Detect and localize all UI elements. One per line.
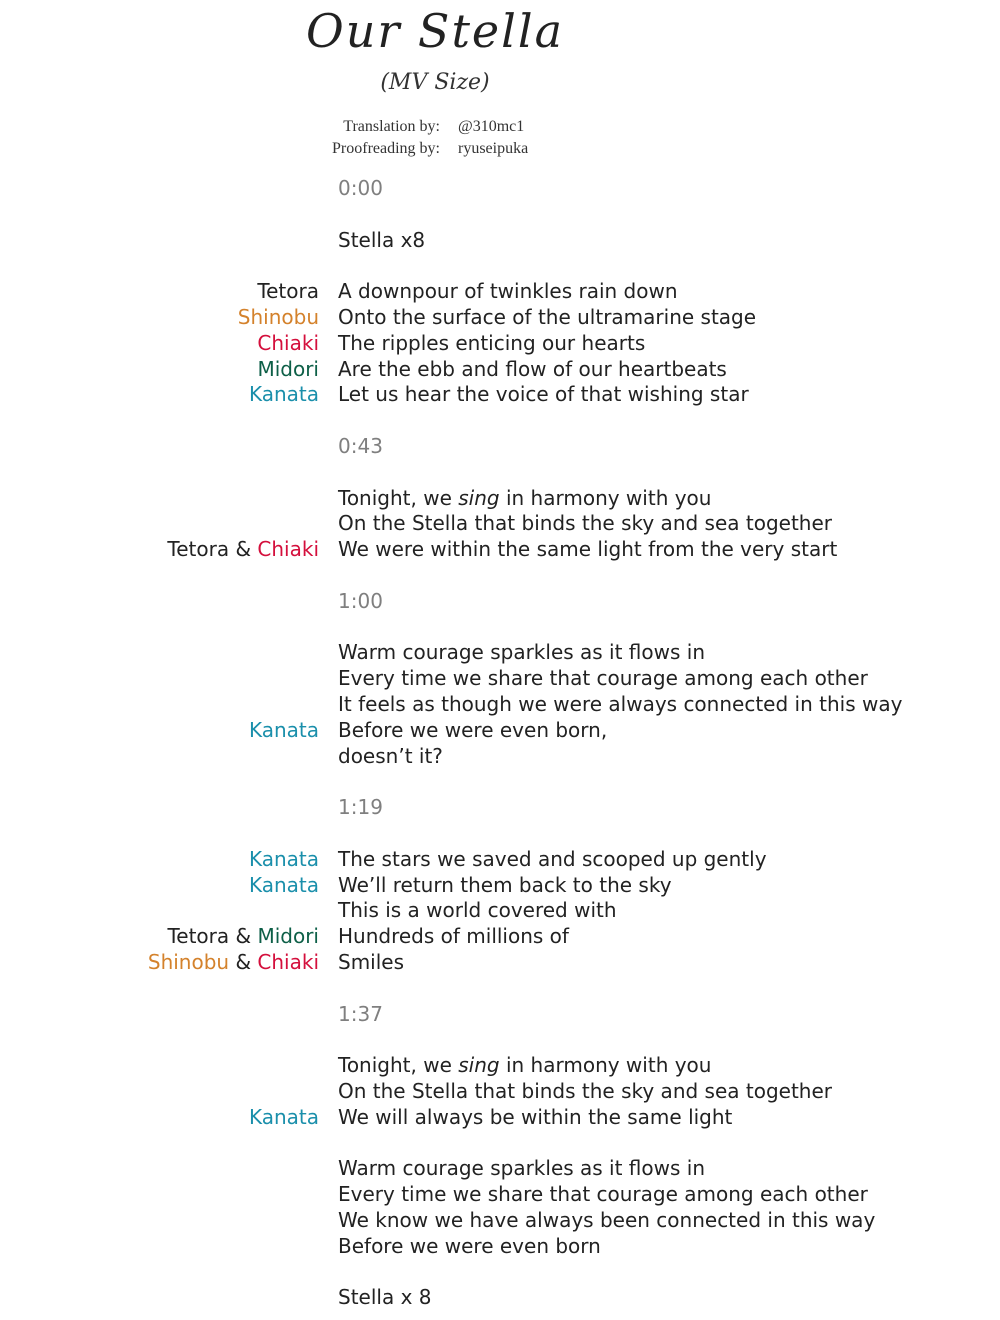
lyric-line: [0, 279, 1000, 305]
lyric-line: [0, 1234, 1000, 1260]
lyric-text: The stars we saved and scooped up gently: [338, 846, 767, 871]
blank-line: [0, 202, 1000, 228]
singer-names: [0, 176, 338, 202]
singer-names: [0, 357, 338, 383]
lyric-line: [0, 486, 1000, 512]
singer-names: [0, 1130, 338, 1156]
credit-label: Proofreading by:: [332, 140, 440, 157]
lyric-line: [0, 382, 1000, 408]
lyric-line: [0, 1285, 1000, 1311]
singer-shinobu: Shinobu: [147, 949, 230, 974]
lyric-line: [0, 924, 1000, 950]
singer-names: [0, 1105, 338, 1131]
singer-names: [0, 331, 338, 357]
singer-kanata: Kanata: [248, 382, 319, 407]
singer-names: [0, 1079, 338, 1105]
lyric-line: [0, 511, 1000, 537]
singer-names: [0, 511, 338, 537]
lyric-line: [0, 1156, 1000, 1182]
singer-names: [0, 305, 338, 331]
singer-names: [0, 976, 338, 1002]
blank-line: [0, 1259, 1000, 1285]
blank-line: [0, 408, 1000, 434]
singer-names: [0, 744, 338, 770]
singer-names: [0, 382, 338, 408]
timestamp-row: [0, 434, 1000, 460]
lyric-line: [0, 1105, 1000, 1131]
lyric-text: Stella x 8: [338, 1285, 432, 1310]
timestamp: 0:43: [338, 433, 383, 458]
lyric-text-part: in harmony with you: [499, 485, 712, 510]
lyric-text: It feels as though we were always connected in this way: [338, 691, 903, 716]
singer-separator: &: [229, 949, 258, 974]
lyric-text: On the Stella that binds the sky and sea together: [338, 1078, 833, 1103]
singer-names: [0, 202, 338, 228]
lyric-emphasis: sing: [458, 485, 500, 510]
lyric-line: [0, 898, 1000, 924]
blank-line: [0, 563, 1000, 589]
credits: [300, 116, 600, 160]
lyric-line: [0, 305, 1000, 331]
lyrics-body: [0, 176, 1000, 1311]
singer-names: [0, 924, 338, 950]
singer-tetora: Tetora: [257, 279, 319, 304]
singer-names: [0, 279, 338, 305]
lyric-line: [0, 950, 1000, 976]
lyric-text: [338, 1053, 1000, 1079]
song-subtitle: (MV Size): [380, 70, 490, 95]
blank-line: [0, 821, 1000, 847]
blank-line: [0, 976, 1000, 1002]
lyric-line: [0, 744, 1000, 770]
lyric-text-part: in harmony with you: [499, 1053, 712, 1078]
singer-names: [0, 1234, 338, 1260]
singer-names: [0, 821, 338, 847]
credit-label: Translation by:: [343, 118, 440, 135]
timestamp: 1:00: [338, 588, 383, 613]
singer-names: [0, 486, 338, 512]
lyric-text: On the Stella that binds the sky and sea together: [338, 511, 833, 536]
timestamp-row: [0, 589, 1000, 615]
lyric-text: Are the ebb and flow of our heartbeats: [338, 356, 727, 381]
blank-line: [0, 253, 1000, 279]
singer-kanata: Kanata: [248, 717, 319, 742]
lyric-text: doesn’t it?: [338, 743, 443, 768]
timestamp-row: [0, 176, 1000, 202]
singer-names: [0, 692, 338, 718]
credit-translation: [300, 116, 600, 138]
lyric-text: We’ll return them back to the sky: [338, 872, 672, 897]
singer-names: [0, 769, 338, 795]
blank-line: [0, 615, 1000, 641]
singer-separator: &: [229, 537, 258, 562]
lyric-text: Before we were even born,: [338, 717, 608, 742]
singer-kanata: Kanata: [248, 846, 319, 871]
credit-proofreading: [300, 138, 600, 160]
singer-names: [0, 1027, 338, 1053]
lyric-line: [0, 640, 1000, 666]
lyric-line: [0, 1053, 1000, 1079]
lyric-line: [0, 718, 1000, 744]
lyric-line: [0, 692, 1000, 718]
lyric-text: Let us hear the voice of that wishing star: [338, 382, 749, 407]
singer-names: [0, 795, 338, 821]
lyric-text: [338, 486, 1000, 512]
singer-names: [0, 460, 338, 486]
singer-names: [0, 1285, 338, 1311]
singer-names: [0, 1208, 338, 1234]
singer-chiaki: Chiaki: [257, 330, 319, 355]
singer-names: [0, 640, 338, 666]
lyric-text: We were within the same light from the very start: [338, 537, 838, 562]
credit-value: ryuseipuka: [458, 140, 529, 157]
singer-midori: Midori: [257, 924, 319, 949]
lyric-line: [0, 666, 1000, 692]
timestamp: 0:00: [338, 176, 383, 200]
timestamp: 1:19: [338, 795, 383, 820]
singer-names: [0, 1002, 338, 1028]
singer-names: [0, 847, 338, 873]
singer-names: [0, 950, 338, 976]
lyric-line: [0, 873, 1000, 899]
lyric-text: A downpour of twinkles rain down: [338, 279, 678, 304]
singer-names: [0, 563, 338, 589]
singer-kanata: Kanata: [248, 872, 319, 897]
timestamp-row: [0, 1002, 1000, 1028]
lyric-text: Hundreds of millions of: [338, 924, 569, 949]
singer-names: [0, 615, 338, 641]
blank-line: [0, 1027, 1000, 1053]
lyric-line: [0, 1208, 1000, 1234]
lyric-text: Warm courage sparkles as it flows in: [338, 1156, 706, 1181]
singer-names: [0, 718, 338, 744]
lyric-line: [0, 331, 1000, 357]
singer-names: [0, 253, 338, 279]
lyric-text: Before we were even born: [338, 1233, 601, 1258]
blank-line: [0, 460, 1000, 486]
singer-names: [0, 1259, 338, 1285]
lyric-line: [0, 537, 1000, 563]
singer-names: [0, 666, 338, 692]
singer-chiaki: Chiaki: [257, 537, 319, 562]
singer-names: [0, 873, 338, 899]
singer-tetora: Tetora: [167, 924, 230, 949]
lyric-text: Warm courage sparkles as it flows in: [338, 640, 706, 665]
lyric-text: Smiles: [338, 949, 405, 974]
blank-line: [0, 1130, 1000, 1156]
singer-separator: &: [229, 924, 258, 949]
lyric-text: Every time we share that courage among each other: [338, 666, 868, 691]
song-title: Our Stella: [305, 4, 565, 58]
lyric-line: [0, 228, 1000, 254]
lyric-text: Every time we share that courage among each other: [338, 1182, 868, 1207]
singer-names: [0, 898, 338, 924]
lyric-line: [0, 1079, 1000, 1105]
timestamp-row: [0, 795, 1000, 821]
timestamp: 1:37: [338, 1001, 383, 1026]
lyric-emphasis: sing: [458, 1053, 500, 1078]
singer-names: [0, 1053, 338, 1079]
lyric-text: Onto the surface of the ultramarine stage: [338, 304, 757, 329]
singer-names: [0, 228, 338, 254]
lyric-text-part: Tonight, we: [338, 485, 459, 510]
singer-names: [0, 537, 338, 563]
singer-names: [0, 1156, 338, 1182]
lyric-line: [0, 847, 1000, 873]
credit-value: @310mc1: [458, 118, 525, 135]
lyric-text: The ripples enticing our hearts: [338, 330, 646, 355]
lyric-text: We will always be within the same light: [338, 1104, 733, 1129]
singer-names: [0, 434, 338, 460]
lyric-line: [0, 357, 1000, 383]
singer-shinobu: Shinobu: [237, 304, 319, 329]
singer-midori: Midori: [257, 356, 319, 381]
lyric-text: This is a world covered with: [338, 898, 617, 923]
singer-names: [0, 1182, 338, 1208]
lyric-line: [0, 1182, 1000, 1208]
lyric-text: Stella x8: [338, 227, 426, 252]
singer-names: [0, 589, 338, 615]
singer-chiaki: Chiaki: [257, 949, 319, 974]
lyric-text: We know we have always been connected in this way: [338, 1207, 876, 1232]
lyric-text-part: Tonight, we: [338, 1053, 459, 1078]
singer-tetora: Tetora: [167, 537, 230, 562]
blank-line: [0, 769, 1000, 795]
singer-kanata: Kanata: [248, 1104, 319, 1129]
singer-names: [0, 408, 338, 434]
